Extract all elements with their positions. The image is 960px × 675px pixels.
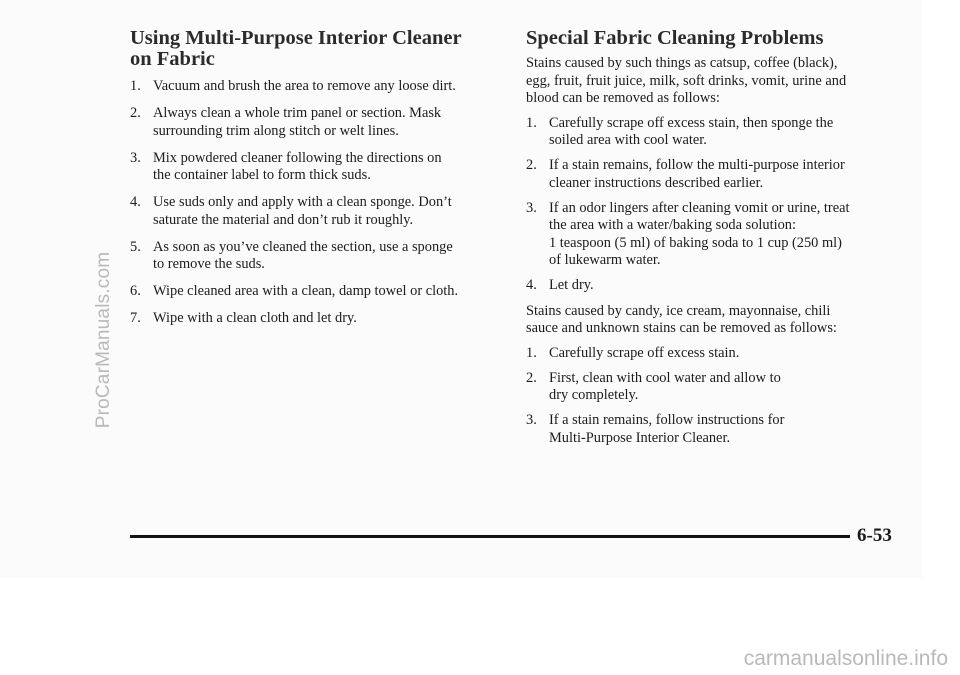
step-text-line: 1 teaspoon (5 ml) of baking soda to 1 cup (250 ml) [549, 234, 842, 251]
step-text-line: saturate the material and don’t rub it roughly. [153, 211, 414, 228]
step-text-line: to remove the suds. [153, 256, 265, 273]
list-item [130, 310, 502, 328]
step-number: 2. [526, 369, 537, 386]
step-text-line: First, clean with cool water and allow to [549, 369, 781, 386]
list-item [526, 200, 898, 270]
step-number: 5. [130, 238, 141, 255]
step-number: 6. [130, 283, 141, 300]
intro-paragraph [526, 55, 898, 108]
step-text-line: Carefully scrape off excess stain. [549, 344, 740, 361]
step-text-line: the area with a water/baking soda solution: [549, 217, 796, 234]
list-item [130, 150, 502, 185]
step-text-line: the container label to form thick suds. [153, 167, 371, 184]
paragraph-line: blood can be removed as follows: [526, 90, 720, 107]
step-text-line: Let dry. [549, 277, 594, 294]
paragraph-line: egg, fruit, fruit juice, milk, soft drinks, vomit, urine and [526, 72, 847, 89]
step-number: 2. [526, 157, 537, 174]
middle-paragraph [526, 303, 898, 338]
step-text-line: Always clean a whole trim panel or section. Mask [153, 104, 442, 121]
list-item [130, 194, 502, 229]
step-text-line: surrounding trim along stitch or welt lines. [153, 122, 399, 139]
list-item [526, 370, 898, 405]
list-item [526, 157, 898, 192]
step-text-line: If a stain remains, follow instructions for [549, 412, 785, 429]
step-text-line: of lukewarm water. [549, 252, 661, 269]
step-text-line: Multi-Purpose Interior Cleaner. [549, 429, 731, 446]
list-item [526, 277, 898, 295]
step-text-line: Mix powdered cleaner following the directions on [153, 149, 442, 166]
list-item [130, 105, 502, 140]
list-item [130, 78, 502, 96]
stain-steps-list-b [526, 345, 898, 447]
page-number: 6-53 [857, 525, 892, 546]
step-text-line: Vacuum and brush the area to remove any loose dirt. [153, 78, 456, 94]
step-text-line: Wipe cleaned area with a clean, damp towel or cloth. [153, 283, 459, 300]
left-heading-line: Using Multi-Purpose Interior Cleaner [130, 27, 462, 49]
step-text-line: If a stain remains, follow the multi-purpose interior [549, 157, 845, 174]
step-text-line: If an odor lingers after cleaning vomit or urine, treat [549, 199, 850, 216]
step-number: 1. [526, 344, 537, 361]
left-column [130, 28, 502, 337]
step-number: 1. [526, 114, 537, 131]
step-number: 7. [130, 310, 141, 327]
list-item [526, 345, 898, 363]
list-item [130, 283, 502, 301]
step-number: 1. [130, 78, 141, 94]
side-watermark: ProCarManuals.com [93, 251, 114, 429]
list-item [526, 412, 898, 447]
step-number: 3. [130, 149, 141, 166]
paragraph-line: Stains caused by such things as catsup, coffee (black), [526, 55, 838, 71]
left-heading-line: on Fabric [130, 48, 215, 70]
step-text-line: dry completely. [549, 387, 639, 404]
right-heading: Special Fabric Cleaning Problems [526, 27, 824, 49]
bottom-watermark: carmanualsonline.info [743, 647, 948, 670]
list-item [130, 239, 502, 274]
step-number: 3. [526, 412, 537, 429]
step-number: 3. [526, 199, 537, 216]
list-item [526, 115, 898, 150]
footer-rule [130, 535, 850, 538]
right-column [526, 28, 898, 455]
step-text-line: soiled area with cool water. [549, 132, 707, 149]
step-number: 2. [130, 104, 141, 121]
step-text-line: cleaner instructions described earlier. [549, 174, 764, 191]
paragraph-line: Stains caused by candy, ice cream, mayonnaise, chili [526, 302, 831, 319]
step-number: 4. [130, 194, 141, 211]
paragraph-line: sauce and unknown stains can be removed as follows: [526, 320, 837, 337]
step-text-line: Wipe with a clean cloth and let dry. [153, 310, 357, 327]
step-text-line: As soon as you’ve cleaned the section, use a sponge [153, 238, 453, 255]
left-steps-list [130, 78, 502, 328]
stain-steps-list-a [526, 115, 898, 295]
step-text-line: Use suds only and apply with a clean sponge. Don’t [153, 194, 452, 211]
step-text-line: Carefully scrape off excess stain, then sponge the [549, 114, 834, 131]
step-number: 4. [526, 277, 537, 294]
left-heading [130, 28, 502, 70]
